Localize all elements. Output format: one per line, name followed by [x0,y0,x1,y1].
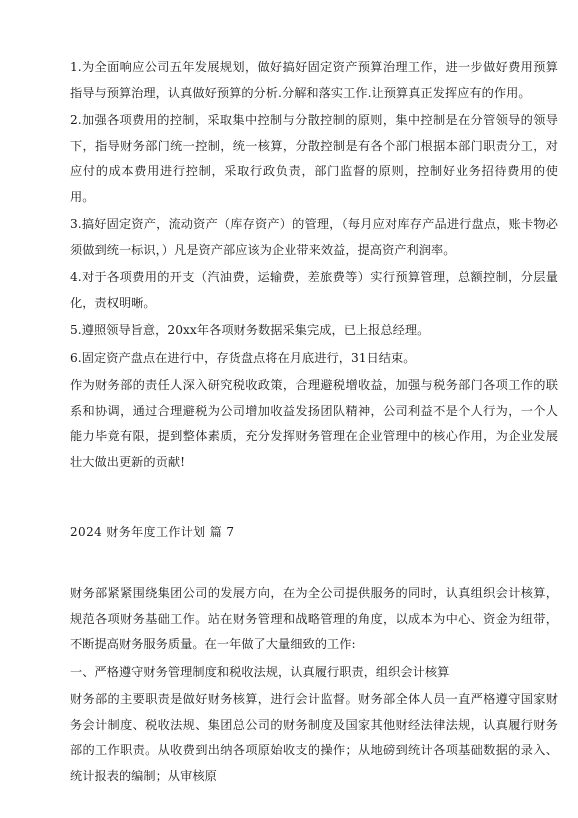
paragraph-9: 财务部的主要职责是做好财务核算，进行会计监督。财务部全体人员一直严格遵守国家财务会计制度、税收法规、集团总公司的财务制度及国家其他财经法律法规，认真履行财务部的工作职责。从收费到出纳各项原始收支的操作；从地磅到统计各项基础数据的录入、统计报表的编制；从审核原 [70,692,558,783]
paragraph-3: 3.搞好固定资产，流动资产（库存资产）的管理，（每月应对库存产品进行盘点，账卡物必须做到统一标识，）凡是资产部应该为企业带来效益，提高资产利润率。 [70,217,558,257]
subheading-1: 一、严格遵守财务管理制度和税收法规，认真履行职责，组织会计核算 [70,664,450,679]
paragraph-5: 5.遵照领导旨意，20xx年各项财务数据采集完成，已上报总经理。 [70,323,430,337]
paragraph-4: 4.对于各项费用的开支（汽油费，运输费，差旅费等）实行预算管理，总额控制，分层量化，责权明晰。 [70,270,558,310]
paragraph-6: 6.固定资产盘点在进行中，存货盘点将在月底进行，31日结束。 [70,350,416,365]
paragraph-2: 2.加强各项费用的控制，采取集中控制与分散控制的原则，集中控制是在分管领导的领导下，指导财务部门统一控制，统一核算，分散控制是有各个部门根据本部门职责分工，对应付的成本费用进行控制，采取行政负责，部门监督的原则，控制好业务招待费用的使用。 [70,113,558,204]
paragraph-7: 作为财务部的责任人深入研究税收政策，合理避税增收益，加强与税务部门各项工作的联系和协调，通过合理避税为公司增加收益发扬团队精神，公司利益不是个人行为，一个人能力毕竟有限，提到整体素质，充分发挥财务管理在企业管理中的核心作用，为企业发展壮大做出更新的贡献! [70,378,558,469]
section-heading: 2024 财务年度工作计划 篇 7 [70,525,235,539]
paragraph-8: 财务部紧紧围绕集团公司的发展方向，在为全公司提供服务的同时，认真组织会计核算，规范各项财务基础工作。站在财务管理和战略管理的角度，以成本为中心、资金为纽带，不断提高财务服务质量。在一年做了大量细致的工作: [70,586,558,651]
paragraph-1: 1.为全面响应公司五年发展规划，做好搞好固定资产预算治理工作，进一步做好费用预算指导与预算治理，认真做好预算的分析.分解和落实工作.让预算真正发挥应有的作用。 [70,60,558,100]
